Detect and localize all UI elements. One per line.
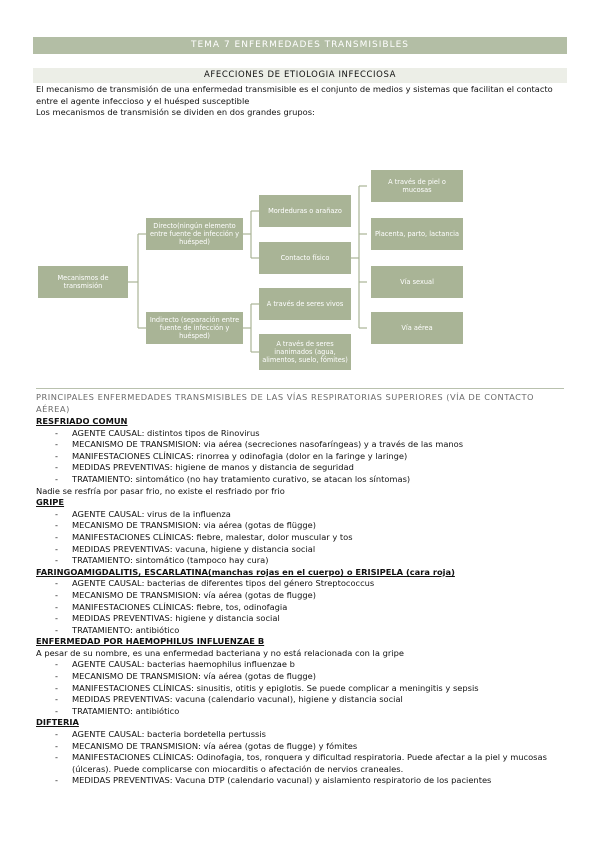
disease-list [36, 659, 566, 717]
disease-list [36, 578, 566, 636]
node-root: Mecanismos de transmisión [38, 266, 128, 298]
list-item: - AGENTE CAUSAL: virus de la influenza [36, 509, 566, 521]
node-sexual: Vía sexual [371, 266, 463, 298]
list-item: - TRATAMIENTO: sintomático (no hay tratamiento curativo, se atacan los síntomas) [36, 474, 566, 486]
section-heading: AFECCIONES DE ETIOLOGIA INFECCIOSA [33, 68, 567, 83]
disease-note: Nadie se resfría por pasar frio, no existe el resfriado por frio [36, 485, 285, 496]
node-bites: Mordeduras o arañazo [259, 195, 351, 227]
disease-heading: DIFTERIA [36, 717, 79, 728]
list-item: - TRATAMIENTO: sintomático (tampoco hay cura) [36, 555, 566, 567]
list-item: - MECANISMO DE TRANSMISION: vía aérea (gotas de flugge) y fómites [36, 741, 566, 753]
disease-list [36, 729, 566, 787]
list-item: - MANIFESTACIONES CLÍNICAS: fiebre, tos, odinofagia [36, 602, 566, 614]
list-item: - MECANISMO DE TRANSMISION: vía aérea (gotas de flugge) [36, 671, 566, 683]
node-living-beings: A través de seres vivos [259, 288, 351, 320]
disease-heading: RESFRIADO COMUN [36, 416, 128, 426]
transmission-diagram [33, 168, 567, 380]
list-item: - TRATAMIENTO: antibiótico [36, 625, 566, 637]
disease-list [36, 509, 566, 567]
list-item: - MEDIDAS PREVENTIVAS: higiene y distancia social [36, 613, 566, 625]
list-item: - AGENTE CAUSAL: bacteria bordetella pertussis [36, 729, 566, 741]
disease-heading: GRIPE [36, 497, 65, 508]
list-item: - AGENTE CAUSAL: distintos tipos de Rinovirus [36, 428, 566, 440]
list-item: - MANIFESTACIONES CLÍNICAS: sinusitis, otitis y epiglotis. Se puede complicar a meningitis y sepsis [36, 683, 566, 695]
node-placenta: Placenta, parto, lactancia [371, 218, 463, 250]
intro-text [36, 84, 564, 119]
disease-list [36, 428, 566, 486]
intro-paragraph: Los mecanismos de transmisión se dividen en dos grandes grupos: [36, 107, 315, 117]
list-item: - MANIFESTACIONES CLÍNICAS: Odinofagia, tos, ronquera y dificultad respiratoria. Puede afectar a la piel y mucosas (úlceras). Puede complicarse con miocarditis o afectación de nervios craneales. [36, 752, 566, 775]
intro-paragraph: El mecanismo de transmisión de una enfermedad transmisible es el conjunto de medios y sistemas que facilitan el contacto entre el agente infeccioso y el huésped susceptible [36, 84, 553, 106]
list-item: - MEDIDAS PREVENTIVAS: Vacuna DTP (calendario vacunal) y aislamiento respiratorio de los pacientes [36, 775, 566, 787]
disease-note: A pesar de su nombre, es una enfermedad bacteriana y no está relacionada con la gripe [36, 647, 404, 658]
section-title: PRINCIPALES ENFERMEDADES TRANSMISIBLES DE LAS VÍAS RESPIRATORIAS SUPERIORES (VÍA DE CONTACTO AÉREA) [36, 388, 564, 415]
list-item: - MECANISMO DE TRANSMISION: via aérea (secreciones nasofaríngeas) y a través de las manos [36, 439, 566, 451]
node-inanimate: A través de seres inanimados (agua, alimentos, suelo, fómites) [259, 334, 351, 370]
node-physical-contact: Contacto físico [259, 242, 351, 274]
node-indirect: Indirecto (separación entre fuente de infección y huésped) [146, 312, 243, 344]
list-item: - AGENTE CAUSAL: bacterias de diferentes tipos del género Streptococcus [36, 578, 566, 590]
list-item: - TRATAMIENTO: antibiótico [36, 706, 566, 718]
node-air: Vía aérea [371, 312, 463, 344]
list-item: - MEDIDAS PREVENTIVAS: vacuna (calendario vacunal), higiene y distancia social [36, 694, 566, 706]
list-item: - MANIFESTACIONES CLÍNICAS: fiebre, malestar, dolor muscular y tos [36, 532, 566, 544]
disease-heading: FARINGOAMIGDALITIS, ESCARLATINA(manchas rojas en el cuerpo) o ERISIPELA (cara roja) [36, 566, 455, 577]
list-item: - MEDIDAS PREVENTIVAS: higiene de manos y distancia de seguridad [36, 462, 566, 474]
diseases-content [36, 416, 566, 787]
list-item: - MANIFESTACIONES CLÍNICAS: rinorrea y odinofagia (dolor en la faringe y laringe) [36, 451, 566, 463]
list-item: - MECANISMO DE TRANSMISION: via aérea (gotas de flügge) [36, 520, 566, 532]
list-item: - AGENTE CAUSAL: bacterias haemophilus influenzae b [36, 659, 566, 671]
page-title: TEMA 7 ENFERMEDADES TRANSMISIBLES [33, 37, 567, 54]
node-skin-mucosa: A través de piel o mucosas [371, 170, 463, 202]
node-direct: Directo(ningún elemento entre fuente de infección y huésped) [146, 218, 243, 250]
list-item: - MEDIDAS PREVENTIVAS: vacuna, higiene y distancia social [36, 544, 566, 556]
list-item: - MECANISMO DE TRANSMISION: vía aérea (gotas de flugge) [36, 590, 566, 602]
disease-heading: ENFERMEDAD POR HAEMOPHILUS INFLUENZAE B [36, 636, 265, 647]
